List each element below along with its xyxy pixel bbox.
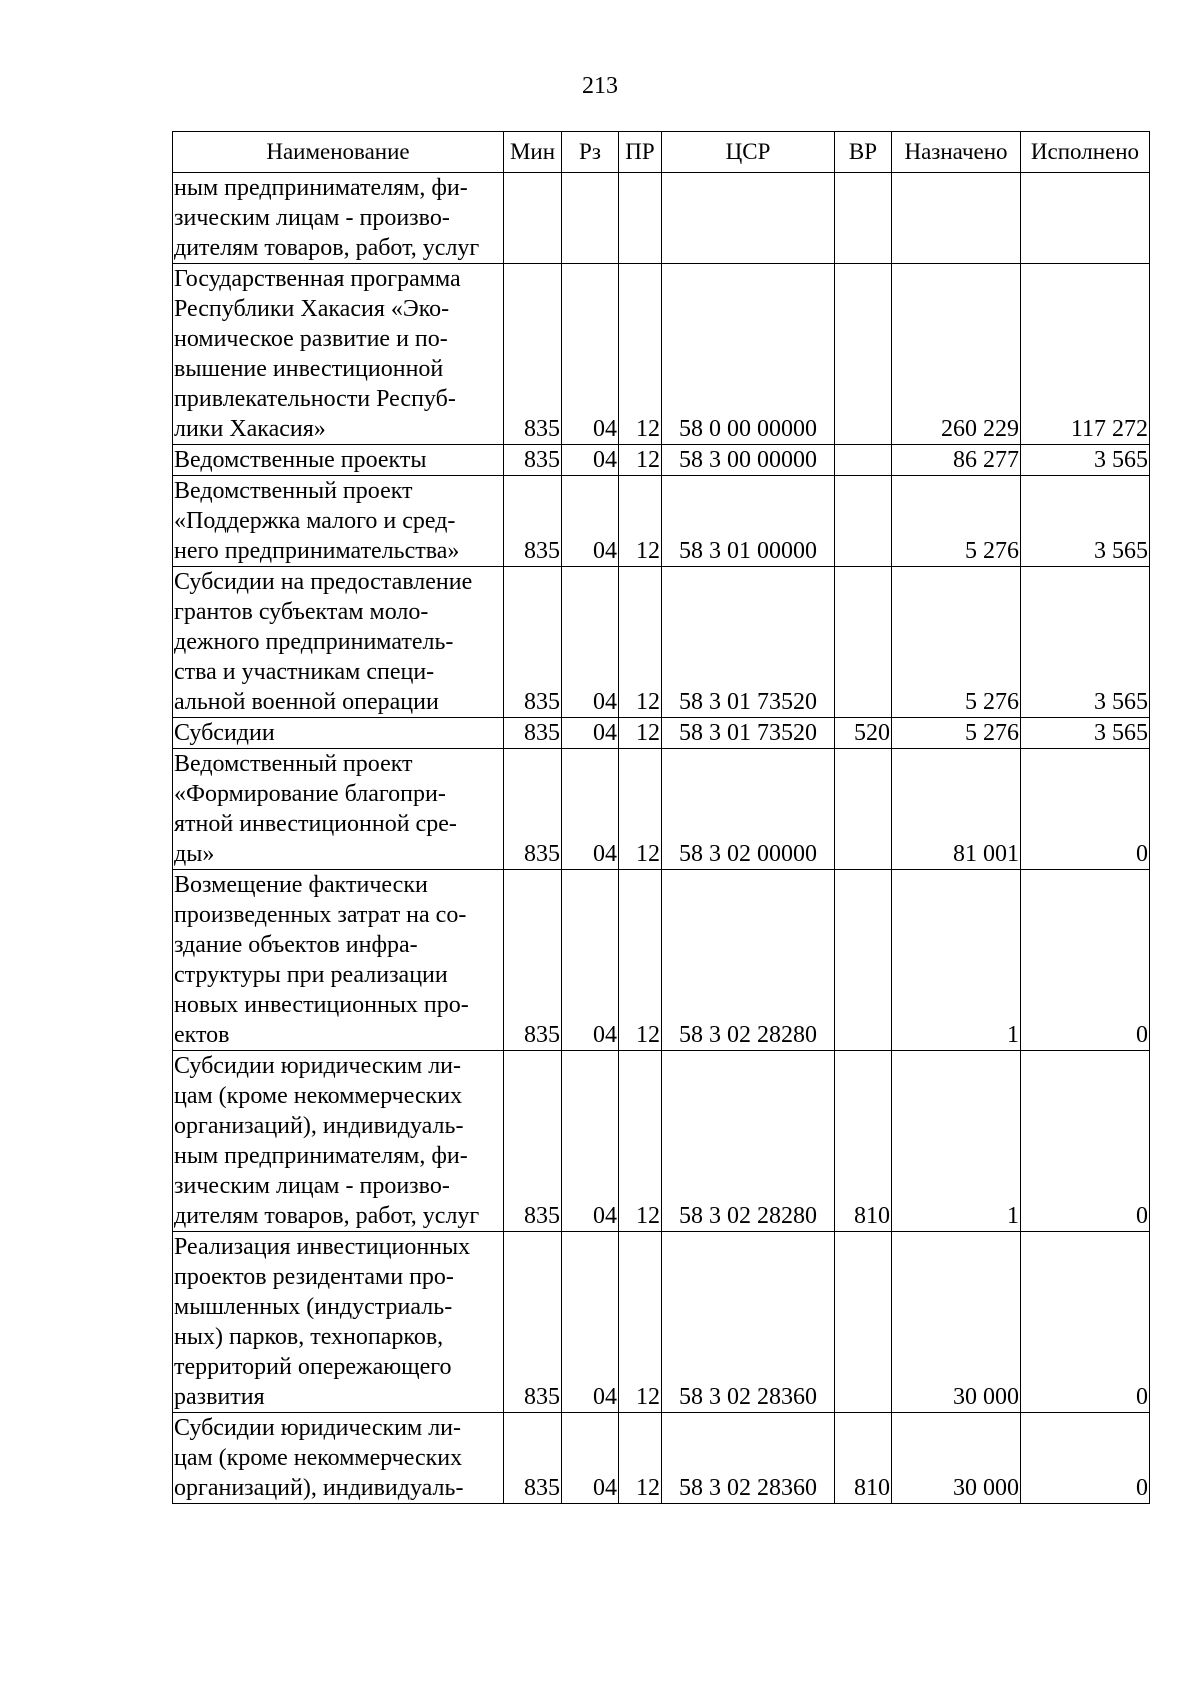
cell-executed xyxy=(1021,173,1150,264)
page-number: 213 xyxy=(582,73,618,99)
table-body xyxy=(173,173,1150,1504)
cell-name: Субсидии юридическим ли- цам (кроме некоммерческих организаций), индивидуаль- xyxy=(173,1413,504,1504)
cell-vr xyxy=(835,567,892,718)
table-header-row xyxy=(173,132,1150,173)
cell-rz: 04 xyxy=(562,1051,619,1232)
cell-name: Субсидии на предоставление грантов субъектам моло- дежного предприниматель- ства и участникам специ- альной военной операции xyxy=(173,567,504,718)
cell-name: Ведомственный проект «Формирование благопри- ятной инвестиционной сре- ды» xyxy=(173,749,504,870)
cell-executed: 0 xyxy=(1021,1232,1150,1413)
cell-executed: 3 565 xyxy=(1021,445,1150,476)
table-row xyxy=(173,749,1150,870)
cell-assigned xyxy=(892,173,1021,264)
cell-name: ным предпринимателям, фи- зическим лицам - произво- дителям товаров, работ, услуг xyxy=(173,173,504,264)
cell-min: 835 xyxy=(504,718,562,749)
cell-name: Субсидии юридическим ли- цам (кроме некоммерческих организаций), индивидуаль- ным предпринимателям, фи- зическим лицам - произво- дителям товаров, работ, услуг xyxy=(173,1051,504,1232)
table-row xyxy=(173,1413,1150,1504)
cell-assigned: 30 000 xyxy=(892,1413,1021,1504)
cell-name: Ведомственные проекты xyxy=(173,445,504,476)
cell-vr: 810 xyxy=(835,1051,892,1232)
cell-assigned: 5 276 xyxy=(892,476,1021,567)
table-row xyxy=(173,445,1150,476)
cell-pr: 12 xyxy=(619,476,662,567)
cell-csr: 58 3 00 00000 xyxy=(662,445,835,476)
cell-rz: 04 xyxy=(562,264,619,445)
cell-vr xyxy=(835,264,892,445)
cell-pr: 12 xyxy=(619,264,662,445)
header-rz: Рз xyxy=(562,132,619,173)
header-min: Мин xyxy=(504,132,562,173)
cell-min: 835 xyxy=(504,445,562,476)
cell-vr xyxy=(835,445,892,476)
cell-executed: 3 565 xyxy=(1021,476,1150,567)
cell-vr xyxy=(835,173,892,264)
cell-min xyxy=(504,173,562,264)
cell-name: Ведомственный проект «Поддержка малого и сред- него предпринимательства» xyxy=(173,476,504,567)
cell-rz: 04 xyxy=(562,718,619,749)
cell-vr xyxy=(835,870,892,1051)
cell-vr: 520 xyxy=(835,718,892,749)
cell-pr: 12 xyxy=(619,1232,662,1413)
cell-min: 835 xyxy=(504,567,562,718)
cell-rz: 04 xyxy=(562,870,619,1051)
cell-vr xyxy=(835,1232,892,1413)
cell-rz: 04 xyxy=(562,567,619,718)
cell-min: 835 xyxy=(504,1413,562,1504)
cell-assigned: 5 276 xyxy=(892,718,1021,749)
cell-executed: 3 565 xyxy=(1021,567,1150,718)
cell-pr xyxy=(619,173,662,264)
cell-name: Возмещение фактически произведенных затрат на со- здание объектов инфра- структуры при реализации новых инвестиционных про- ектов xyxy=(173,870,504,1051)
cell-pr: 12 xyxy=(619,1413,662,1504)
header-vr: ВР xyxy=(835,132,892,173)
cell-executed: 117 272 xyxy=(1021,264,1150,445)
cell-csr: 58 0 00 00000 xyxy=(662,264,835,445)
table-row xyxy=(173,173,1150,264)
header-pr: ПР xyxy=(619,132,662,173)
cell-pr: 12 xyxy=(619,445,662,476)
cell-rz: 04 xyxy=(562,1232,619,1413)
table-row xyxy=(173,264,1150,445)
table-row xyxy=(173,1051,1150,1232)
header-assigned: Назначено xyxy=(892,132,1021,173)
cell-assigned: 1 xyxy=(892,1051,1021,1232)
cell-executed: 0 xyxy=(1021,749,1150,870)
cell-assigned: 81 001 xyxy=(892,749,1021,870)
budget-table xyxy=(172,131,1150,1504)
cell-assigned: 86 277 xyxy=(892,445,1021,476)
cell-executed: 0 xyxy=(1021,870,1150,1051)
header-csr: ЦСР xyxy=(662,132,835,173)
cell-assigned: 260 229 xyxy=(892,264,1021,445)
cell-rz: 04 xyxy=(562,749,619,870)
cell-assigned: 5 276 xyxy=(892,567,1021,718)
table-row xyxy=(173,1232,1150,1413)
cell-name: Субсидии xyxy=(173,718,504,749)
cell-csr: 58 3 02 28360 xyxy=(662,1413,835,1504)
cell-name: Государственная программа Республики Хакасия «Эко- номическое развитие и по- вышение инвестиционной привлекательности Респуб- лики Хакасия» xyxy=(173,264,504,445)
cell-name: Реализация инвестиционных проектов резидентами про- мышленных (индустриаль- ных) парков, технопарков, территорий опережающего развития xyxy=(173,1232,504,1413)
cell-min: 835 xyxy=(504,264,562,445)
cell-min: 835 xyxy=(504,749,562,870)
cell-executed: 0 xyxy=(1021,1413,1150,1504)
cell-pr: 12 xyxy=(619,1051,662,1232)
cell-csr: 58 3 02 28360 xyxy=(662,1232,835,1413)
cell-pr: 12 xyxy=(619,567,662,718)
cell-min: 835 xyxy=(504,1051,562,1232)
cell-csr: 58 3 01 73520 xyxy=(662,567,835,718)
header-name: Наименование xyxy=(173,132,504,173)
cell-pr: 12 xyxy=(619,749,662,870)
cell-rz: 04 xyxy=(562,476,619,567)
cell-executed: 0 xyxy=(1021,1051,1150,1232)
table-row xyxy=(173,567,1150,718)
cell-csr: 58 3 02 28280 xyxy=(662,1051,835,1232)
cell-csr: 58 3 01 00000 xyxy=(662,476,835,567)
cell-assigned: 30 000 xyxy=(892,1232,1021,1413)
cell-vr xyxy=(835,476,892,567)
table-row xyxy=(173,476,1150,567)
cell-rz: 04 xyxy=(562,1413,619,1504)
table-row xyxy=(173,870,1150,1051)
table-row xyxy=(173,718,1150,749)
header-executed: Исполнено xyxy=(1021,132,1150,173)
cell-csr: 58 3 02 00000 xyxy=(662,749,835,870)
cell-rz xyxy=(562,173,619,264)
cell-min: 835 xyxy=(504,870,562,1051)
cell-csr: 58 3 01 73520 xyxy=(662,718,835,749)
cell-csr: 58 3 02 28280 xyxy=(662,870,835,1051)
cell-min: 835 xyxy=(504,476,562,567)
cell-min: 835 xyxy=(504,1232,562,1413)
cell-csr xyxy=(662,173,835,264)
cell-rz: 04 xyxy=(562,445,619,476)
cell-executed: 3 565 xyxy=(1021,718,1150,749)
cell-vr: 810 xyxy=(835,1413,892,1504)
cell-vr xyxy=(835,749,892,870)
cell-pr: 12 xyxy=(619,718,662,749)
cell-pr: 12 xyxy=(619,870,662,1051)
cell-assigned: 1 xyxy=(892,870,1021,1051)
